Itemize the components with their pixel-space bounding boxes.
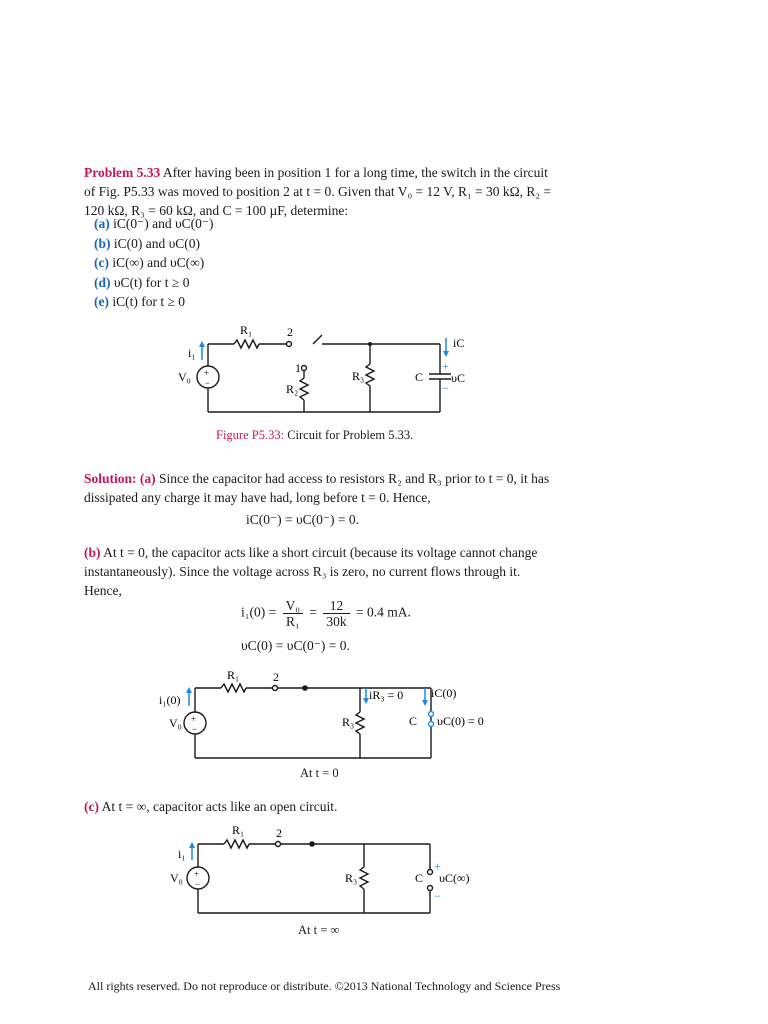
- list-item: (b) iC(0) and υC(0): [94, 235, 201, 251]
- equation-a: iC(0⁻) = υC(0⁻) = 0.: [246, 512, 360, 527]
- label-i1: i₁: [178, 847, 186, 861]
- label-r1: R₁: [227, 668, 240, 682]
- label-c: C: [409, 714, 418, 728]
- solution-a: Solution: (a) Since the capacitor had access to resistors R₂ and R₃ prior to t = 0, it has dissipated any charge it may have had, long before t = 0. Hence,: [84, 471, 550, 505]
- label-pos1: 1: [295, 361, 301, 375]
- solution-c: (c) At t = ∞, capacitor acts like an open circuit.: [84, 799, 338, 814]
- solution-label: Solution:: [84, 471, 137, 486]
- plus-sign: +: [442, 359, 449, 373]
- label-ic0: iC(0): [431, 686, 457, 700]
- source-minus: −: [205, 378, 211, 388]
- label-pos2: 2: [276, 826, 282, 840]
- label-r1: R₁: [240, 323, 253, 337]
- minus-sign: −: [434, 889, 441, 903]
- label-ir3: iR₃ = 0: [369, 688, 404, 702]
- label-i1: i₁: [188, 346, 196, 360]
- problem-text: After having been in position 1 for a long time, the switch in the circuit of Fig. P5.33 was moved to position 2 at t = 0. Given that V₀ = 12 V, R₁ = 30 kΩ, R₂ = 120 kΩ, R₃ = 60 kΩ, and C = 100 µF, determine:: [84, 165, 552, 218]
- label-pos2: 2: [287, 325, 293, 339]
- label-v0: V₀: [170, 871, 183, 885]
- label-vc-inf: υC(∞): [439, 871, 470, 885]
- label-vc0: υC(0) = 0: [437, 714, 484, 728]
- source-minus: −: [195, 879, 201, 889]
- equation-b2: υC(0) = υC(0⁻) = 0.: [241, 638, 350, 653]
- source-plus: +: [194, 869, 200, 879]
- label-i1-0: i₁(0): [159, 693, 181, 707]
- circuit-figure-t0: [155, 668, 495, 764]
- list-item: (a) iC(0⁻) and υC(0⁻): [94, 216, 214, 231]
- label-r2: R₂: [286, 382, 299, 396]
- minus-sign: −: [442, 381, 449, 395]
- label-r3: R₃: [345, 871, 358, 885]
- plus-sign: +: [434, 859, 441, 873]
- label-r3: R₃: [342, 715, 355, 729]
- label-r1: R₁: [232, 823, 245, 837]
- label-pos2: 2: [273, 670, 279, 684]
- label-r3: R₃: [352, 369, 365, 383]
- caption-tinf: At t = ∞: [298, 923, 340, 937]
- figure-caption: Figure P5.33: Circuit for Problem 5.33.: [216, 428, 414, 442]
- label-c: C: [415, 370, 424, 384]
- label-c: C: [415, 871, 424, 885]
- problem-statement: [84, 163, 560, 220]
- equation-b1: i₁(0) = $\frac{\text{V₀}}{\text{R₁}}$ = $\frac{12}{30k}$ = 0.4 mA.: [241, 598, 411, 629]
- copyright-footer: All rights reserved. Do not reproduce or distribute. ©2013 National Technology and Science Press: [88, 979, 561, 993]
- list-item: (e) iC(t) for t ≥ 0: [94, 294, 186, 309]
- label-v0: V₀: [169, 716, 182, 730]
- caption-t0: At t = 0: [300, 766, 339, 780]
- circuit-figure-tinf: [160, 822, 480, 918]
- source-minus: −: [192, 724, 198, 734]
- list-item: (c) iC(∞) and υC(∞): [94, 255, 205, 270]
- problem-items: [94, 214, 214, 312]
- label-v0: V₀: [178, 370, 191, 384]
- source-plus: +: [191, 714, 197, 724]
- problem-label: Problem 5.33: [84, 165, 161, 180]
- label-ic: iC: [453, 336, 465, 350]
- source-plus: +: [204, 368, 210, 378]
- label-vc: υC: [451, 371, 465, 385]
- list-item: (d) υC(t) for t ≥ 0: [94, 274, 190, 290]
- circuit-figure-p533: [170, 320, 480, 420]
- solution-b: (b) At t = 0, the capacitor acts like a short circuit (because its voltage cannot change instantaneously). Since the voltage across R₃ is zero, no current flows through it. Hence,: [84, 545, 538, 598]
